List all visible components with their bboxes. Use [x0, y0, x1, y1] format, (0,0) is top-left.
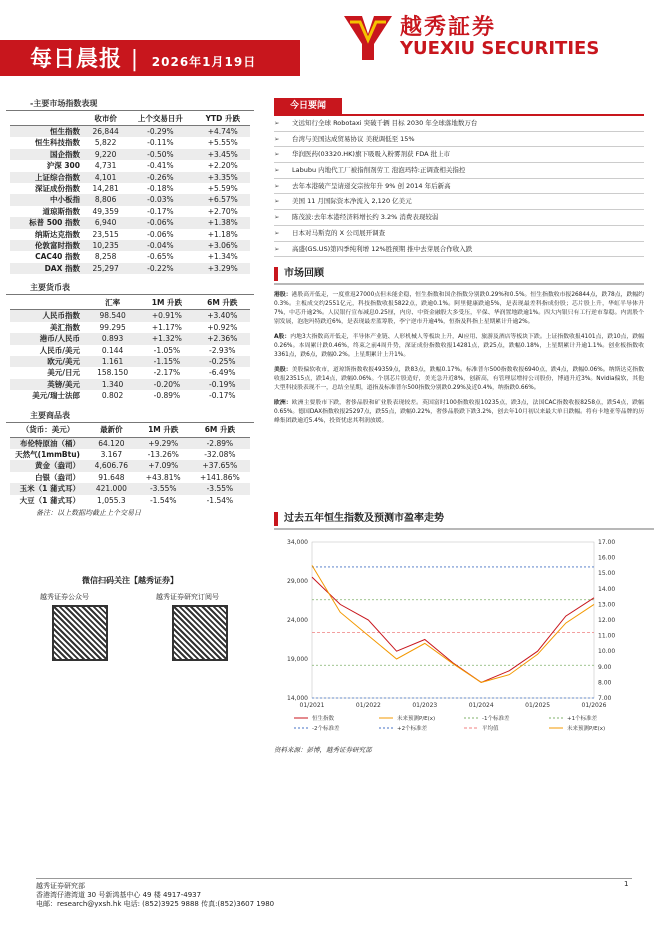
- bullet-arrow-icon: ➢: [274, 213, 280, 222]
- cell-value: 1.161: [86, 356, 139, 367]
- col-header: （货币：美元）: [10, 423, 86, 438]
- news-item[interactable]: [274, 210, 644, 226]
- review-market-label: 美股：: [274, 367, 292, 374]
- row-label: 白银（盎司）: [35, 472, 80, 482]
- table-row: [10, 263, 250, 274]
- cell-value: +0.91%: [139, 310, 194, 322]
- cell-value: -0.19%: [195, 379, 250, 390]
- table-row: [10, 356, 250, 367]
- row-label: CAC40 指数: [35, 252, 80, 262]
- indices-table: [10, 111, 250, 274]
- cell-value: +7.09%: [137, 460, 190, 471]
- col-header: 上个交易日升: [125, 111, 195, 126]
- col-header: 6M 升跌: [190, 423, 250, 438]
- row-label: 天然气(1mmBtu): [15, 449, 80, 459]
- y-right-tick-label: 10.00: [598, 648, 616, 656]
- y-right-tick-label: 13.00: [598, 601, 616, 609]
- y-right-tick-label: 7.00: [598, 695, 612, 702]
- cell-value: +1.17%: [151, 322, 182, 332]
- col-header: 最新价: [86, 423, 137, 438]
- table-row: [10, 183, 250, 194]
- commodities-table: [10, 423, 250, 506]
- row-label: 美汇指数: [50, 322, 80, 332]
- legend-label: 平均值: [482, 726, 499, 732]
- qr-code-icon[interactable]: [172, 605, 228, 661]
- review-market-label: 港股：: [274, 292, 292, 299]
- footer: [36, 882, 274, 909]
- table-row: [10, 126, 250, 138]
- table-row: [10, 149, 250, 160]
- table-row: [10, 449, 250, 460]
- cell-value: +3.40%: [195, 310, 250, 322]
- cell-value: 0.144: [101, 345, 124, 355]
- row-label: 纳斯达克指数: [35, 229, 80, 239]
- cell-value: -0.89%: [153, 391, 181, 401]
- cell-value: -2.89%: [190, 437, 250, 449]
- cell-value: 6,940: [86, 217, 125, 228]
- row-label: DAX 指数: [10, 263, 86, 274]
- y-right-tick-label: 8.00: [598, 679, 612, 687]
- table-row: [10, 390, 250, 401]
- review-paragraph: [274, 366, 644, 393]
- cell-value: -0.20%: [139, 379, 194, 390]
- cell-value: +0.92%: [207, 322, 238, 332]
- cell-value: +3.35%: [196, 172, 250, 183]
- col-header: YTD 升跌: [196, 111, 250, 126]
- table-row: [10, 217, 250, 228]
- row-label: 人民币指数: [10, 310, 86, 322]
- review-market-label: A股：: [274, 334, 291, 341]
- cell-value: 0.893: [86, 333, 139, 344]
- x-tick-label: 01/2023: [412, 702, 438, 709]
- bullet-arrow-icon: ➢: [274, 134, 280, 143]
- x-tick-label: 01/2025: [525, 702, 551, 709]
- cell-value: 26,844: [86, 126, 125, 138]
- cell-value: +43.81%: [145, 472, 181, 482]
- table-row: [10, 310, 250, 322]
- cell-value: -1.54%: [149, 495, 177, 505]
- yuexiu-logo-icon: [340, 8, 396, 64]
- news-item-text: 高盛(GS.US)第四季纯利增 12%胜预期 推中去芽展合作收入跌: [292, 244, 473, 253]
- cell-value: 91.648: [98, 472, 125, 482]
- table-row: [10, 206, 250, 217]
- news-item-text: 台湾与美国达成贸易协议 美税调低至 15%: [292, 134, 415, 143]
- cell-value: +3.29%: [196, 263, 250, 274]
- legend-label: +2个标准差: [397, 726, 428, 732]
- cell-value: -0.65%: [147, 252, 174, 262]
- x-tick-label: 01/2021: [299, 702, 325, 709]
- row-label: 沪深 300: [46, 161, 80, 171]
- row-label: 人民币/美元: [39, 345, 80, 355]
- review-paragraph: [274, 399, 644, 426]
- x-tick-label: 01/2026: [581, 702, 607, 709]
- row-label: 中小板指: [10, 194, 86, 205]
- cell-value: -3.55%: [137, 483, 190, 494]
- page-number: 1: [624, 880, 629, 888]
- legend-label: 未来预测P/E(x): [397, 716, 436, 722]
- y-right-tick-label: 16.00: [598, 554, 616, 562]
- indices-section-title: -主要市场指数表现: [6, 98, 254, 111]
- news-item-text: 日本对马斯克的 X 公司展开调查: [292, 228, 386, 237]
- y-right-tick-label: 17.00: [598, 539, 616, 546]
- col-header: 6M 升跌: [195, 295, 250, 310]
- cell-value: 99.295: [99, 322, 126, 332]
- cell-value: +141.86%: [200, 472, 240, 482]
- cell-value: +3.45%: [196, 149, 250, 160]
- cell-value: +9.29%: [137, 437, 190, 449]
- row-label: 标普 500 指数: [10, 217, 86, 228]
- legend-label: +1个标准差: [567, 716, 598, 722]
- report-date: 2026年1月19日: [151, 55, 257, 69]
- qr-left-label: 越秀证券公众号: [40, 593, 89, 601]
- news-item[interactable]: [274, 132, 644, 148]
- chart-source: 资料来源：彭博，越秀证券研究部: [274, 746, 372, 754]
- footer-divider: [36, 878, 632, 879]
- news-item[interactable]: [274, 179, 644, 195]
- cell-value: +3.06%: [196, 240, 250, 251]
- cell-value: -1.15%: [139, 356, 194, 367]
- bullet-arrow-icon: ➢: [274, 166, 280, 175]
- news-item[interactable]: [274, 242, 644, 258]
- cell-value: +6.57%: [196, 194, 250, 205]
- cell-value: +5.59%: [207, 184, 238, 194]
- cell-value: -0.26%: [125, 172, 195, 183]
- cell-value: +2.70%: [207, 206, 238, 216]
- cell-value: -2.17%: [153, 368, 181, 378]
- cell-value: -0.03%: [125, 194, 195, 205]
- cell-value: +37.65%: [190, 460, 250, 471]
- table-row: [10, 367, 250, 378]
- cell-value: -0.50%: [125, 149, 195, 160]
- cell-value: +1.34%: [207, 252, 238, 262]
- fx-section-title: 主要货币表: [6, 282, 254, 295]
- news-item[interactable]: [274, 194, 644, 210]
- cell-value: -0.18%: [147, 184, 174, 194]
- review-text: 美股偏软收市，道琼斯指数收报49359点，跌83点，跌幅0.17%。标准普尔500指数收报6940点，跌4点，跌幅0.06%。纳斯达克指数收报23515点，跌14点，跌幅0.06%。个别芯片股造好，美光急升近8%，创新高，有管理层增持公司股份，博通升近3%。Nvidia偏软，其他大型科技股表现不一，总结全星期，道指及标准普尔500指数分别跌0.29%及近0.4%，纳指跌0.66%。: [274, 367, 644, 392]
- cell-value: -0.29%: [125, 126, 195, 138]
- hsi-chart: [274, 510, 654, 744]
- table-row: [10, 137, 250, 148]
- logo-chinese-text: 越秀証券: [400, 15, 497, 40]
- col-header: 汇率: [86, 295, 139, 310]
- y-right-tick-label: 11.00: [598, 632, 616, 640]
- news-list: [274, 116, 644, 257]
- cell-value: 1,055.3: [97, 495, 126, 505]
- y-right-tick-label: 9.00: [598, 663, 612, 671]
- cell-value: 3.167: [100, 449, 123, 459]
- table-row: [10, 322, 250, 333]
- right-column: [274, 98, 644, 426]
- cell-value: -0.17%: [209, 391, 236, 401]
- review-paragraph: [274, 333, 644, 360]
- row-label: 港币/人民币: [10, 333, 86, 344]
- bullet-arrow-icon: ➢: [274, 197, 280, 206]
- cell-value: +2.36%: [195, 333, 250, 344]
- cell-value: 49,359: [92, 206, 119, 216]
- cell-value: 25,297: [86, 263, 125, 274]
- report-title-text: 每日晨报: [30, 47, 123, 72]
- cell-value: 1.340: [86, 379, 139, 390]
- bullet-arrow-icon: ➢: [274, 228, 280, 237]
- chart-svg: [274, 530, 644, 740]
- cell-value: 4,606.76: [86, 460, 137, 471]
- cell-value: +5.55%: [207, 138, 238, 148]
- review-body: [274, 291, 644, 426]
- fx-table: [10, 295, 250, 401]
- cell-value: -0.17%: [147, 206, 174, 216]
- footer-org: 越秀证券研究部: [36, 882, 85, 890]
- qr-right-label: 越秀证券研究订阅号: [156, 593, 219, 601]
- y-left-tick-label: 34,000: [287, 539, 308, 546]
- bullet-arrow-icon: ➢: [274, 244, 280, 253]
- cell-value: -0.25%: [195, 356, 250, 367]
- cell-value: 64.120: [86, 437, 137, 449]
- cell-value: 10,235: [86, 240, 125, 251]
- table-row: [10, 172, 250, 183]
- news-header: 今日要闻: [274, 98, 644, 116]
- cell-value: 8,258: [94, 252, 117, 262]
- logo-english-text: YUEXIU SECURITIES: [400, 38, 600, 59]
- cell-value: 23,515: [92, 229, 119, 239]
- table-row: [10, 240, 250, 251]
- review-text: 港股高开低走，一度重返27000点但未能企稳，恒生指数和国企指数分别跌0.29%和0.5%。恒生指数收市报26844点，跌78点，跌幅约0.3%。主板成交约2551亿元，科技指数收报5822点，跌逾0.1%。阿里健康跌逾5%，是表现最差科指成份股；芯片股上升，华虹半导体升7%，中芯升逾2%。人民银行宣布减息0.25厘，内房、中资金融股大多受压，平保、华润置地跌逾1%。四大内银只有工行逆市靠稳。内需股个别发展，泡泡玛特跌近6%，是表现最差蓝筹股，李宁逆市升逾4%，恒指及科指上星期累计升逾2%。: [274, 292, 644, 326]
- table-row: [10, 379, 250, 390]
- cell-value: -0.06%: [125, 217, 195, 228]
- x-tick-label: 01/2024: [468, 702, 494, 709]
- series-line-0: [312, 577, 594, 682]
- cell-value: -32.08%: [204, 449, 236, 459]
- row-label: 深证成份指数: [35, 184, 80, 194]
- cell-value: -0.11%: [147, 138, 174, 148]
- table-row: [10, 495, 250, 506]
- cell-value: 8,806: [86, 194, 125, 205]
- row-label: 美元/瑞士法郎: [32, 391, 80, 401]
- company-logo: [340, 6, 660, 66]
- wechat-title: 微信扫码关注【越秀证券】: [82, 576, 178, 585]
- cell-value: -0.06%: [147, 229, 174, 239]
- col-header: 1M 升跌: [139, 295, 194, 310]
- cell-value: 158.150: [97, 368, 129, 378]
- review-text: 欧洲主要股市下跌，奢侈品股和矿业股表现较差。英国富时100指数收报10235点，跌3点，法国CAC指数收报8258点，跌54点，跌幅0.65%。德国DAX指数收报25297点，跌55点，跌幅0.22%，奢侈品股跌下跌3.2%，创去年10月初以来最大单日跌幅。将有卡地亚等品牌的历峰集团跌逾近5.4%，投资忧虑其利润放缓。: [274, 400, 644, 425]
- cell-value: 4,731: [94, 161, 117, 171]
- cell-value: +2.20%: [207, 161, 238, 171]
- news-item-text: 去年本港破产呈请递交宗按年升 9% 创 2014 年后新高: [292, 181, 451, 190]
- legend-label: -2个标准差: [312, 726, 340, 732]
- table-row: [10, 345, 250, 356]
- commodities-section-title: 主要商品表: [6, 410, 254, 423]
- plot-area: [312, 542, 594, 698]
- cell-value: 5,822: [94, 138, 117, 148]
- row-label: 英镑/美元: [10, 379, 86, 390]
- x-tick-label: 01/2022: [355, 702, 381, 709]
- y-left-tick-label: 24,000: [287, 617, 308, 624]
- news-item[interactable]: [274, 116, 644, 132]
- cell-value: -6.49%: [209, 368, 236, 378]
- legend-label: 恒生指数: [312, 716, 335, 722]
- row-label: 伦敦富时指数: [10, 240, 86, 251]
- cell-value: -0.41%: [147, 161, 174, 171]
- cell-value: -0.22%: [125, 263, 195, 274]
- cell-value: 9,220: [86, 149, 125, 160]
- cell-value: 421.000: [86, 483, 137, 494]
- row-label: 恒生科技指数: [35, 138, 80, 148]
- footer-address: 香港湾仔港湾道 30 号新鸿基中心 49 楼 4917-4937: [36, 891, 202, 899]
- cell-value: -3.55%: [190, 483, 250, 494]
- news-item-text: 美国 11 月国际资本净流入 2,120 亿美元: [292, 197, 412, 206]
- news-item[interactable]: [274, 163, 644, 179]
- bullet-arrow-icon: ➢: [274, 181, 280, 190]
- y-right-tick-label: 15.00: [598, 570, 616, 578]
- row-label: 布伦特原油（桶）: [10, 437, 86, 449]
- cell-value: -2.93%: [209, 345, 236, 355]
- table-row: [10, 251, 250, 262]
- cell-value: 4,101: [86, 172, 125, 183]
- legend-label: -1个标准差: [482, 716, 510, 722]
- news-item-text: 华润医药(03320.HK)旗下吸吸入粉雾剂获 FDA 批上市: [292, 150, 451, 159]
- footer-contact: 电邮：research@yxsh.hk 电话: (852)3925 9888 传真:(852)3607 1980: [36, 900, 275, 908]
- commodities-note: 备注：以上数据均截止上个交易日: [36, 508, 141, 517]
- row-label: 黄金（盎司）: [10, 460, 86, 471]
- cell-value: -1.54%: [206, 495, 234, 505]
- news-item[interactable]: [274, 147, 644, 163]
- row-label: 大豆（1 蒲式耳）: [19, 495, 80, 505]
- header-banner: [0, 0, 662, 82]
- table-row: [10, 333, 250, 344]
- cell-value: +4.74%: [196, 126, 250, 138]
- news-item-text: 陈茂波:去年本港经济料增长约 3.2% 消费表现较弱: [292, 213, 439, 222]
- review-market-label: 欧洲：: [274, 400, 292, 407]
- cell-value: 0.802: [101, 391, 124, 401]
- row-label: 国企指数: [10, 149, 86, 160]
- review-text: 内地3大指数高开低走，半导体产业链、人形机械人等板块上升，AI应用、旅游及酒店等板块下跌。上证指数收报4101点，跌10点，跌幅0.26%。本周累计跌0.46%，终束之前4周升势，深证成份指数收报14281点，跌25点，跌幅0.18%，上星期累计升逾1.1%。创业板指数收3361点，跌6点，跌幅0.2%。上星期累计上升1%。: [274, 334, 644, 359]
- review-header: 市场回顾: [274, 265, 644, 285]
- left-column: [6, 98, 254, 518]
- cell-value: +1.18%: [207, 229, 238, 239]
- y-right-tick-label: 14.00: [598, 585, 616, 593]
- y-left-tick-label: 29,000: [287, 578, 308, 585]
- cell-value: -1.05%: [153, 345, 181, 355]
- table-row: [10, 160, 250, 171]
- news-item[interactable]: [274, 226, 644, 242]
- y-left-tick-label: 19,000: [287, 656, 308, 663]
- row-label: 道琼斯指数: [42, 206, 80, 216]
- bullet-arrow-icon: ➢: [274, 119, 280, 127]
- table-row: [10, 437, 250, 449]
- cell-value: 14,281: [92, 184, 119, 194]
- table-row: [10, 460, 250, 471]
- chart-header: 过去五年恒生指数及预测市盈率走势: [274, 510, 654, 530]
- report-title: 每日晨报 | 2026年1月19日: [30, 47, 257, 72]
- row-label: 恒生指数: [10, 126, 86, 138]
- cell-value: +1.32%: [139, 333, 194, 344]
- cell-value: 98.540: [86, 310, 139, 322]
- bullet-arrow-icon: ➢: [274, 150, 280, 159]
- news-item-text: 文远知行全球 Robotaxi 突破千辆 目标 2030 年全球落地数万台: [292, 119, 478, 127]
- row-label: 美元/日元: [47, 368, 80, 378]
- col-header: 1M 升跌: [137, 423, 190, 438]
- cell-value: +1.38%: [196, 217, 250, 228]
- table-row: [10, 194, 250, 205]
- col-header: 收市价: [86, 111, 125, 126]
- table-row: [10, 472, 250, 483]
- cell-value: -0.04%: [125, 240, 195, 251]
- review-paragraph: [274, 291, 644, 327]
- row-label: 欧元/美元: [10, 356, 86, 367]
- cell-value: -13.26%: [147, 449, 179, 459]
- legend-label: 未来预测P/E(x): [567, 726, 606, 732]
- qr-code-icon[interactable]: [52, 605, 108, 661]
- table-row: [10, 483, 250, 494]
- row-label: 上证综合指数: [10, 172, 86, 183]
- row-label: 玉米（1 蒲式耳）: [10, 483, 86, 494]
- y-left-tick-label: 14,000: [287, 695, 308, 702]
- table-row: [10, 229, 250, 240]
- y-right-tick-label: 12.00: [598, 617, 616, 624]
- news-item-text: Labubu 内地代工厂被指削剂劳工 泡泡玛特:正调查相关指控: [292, 166, 466, 175]
